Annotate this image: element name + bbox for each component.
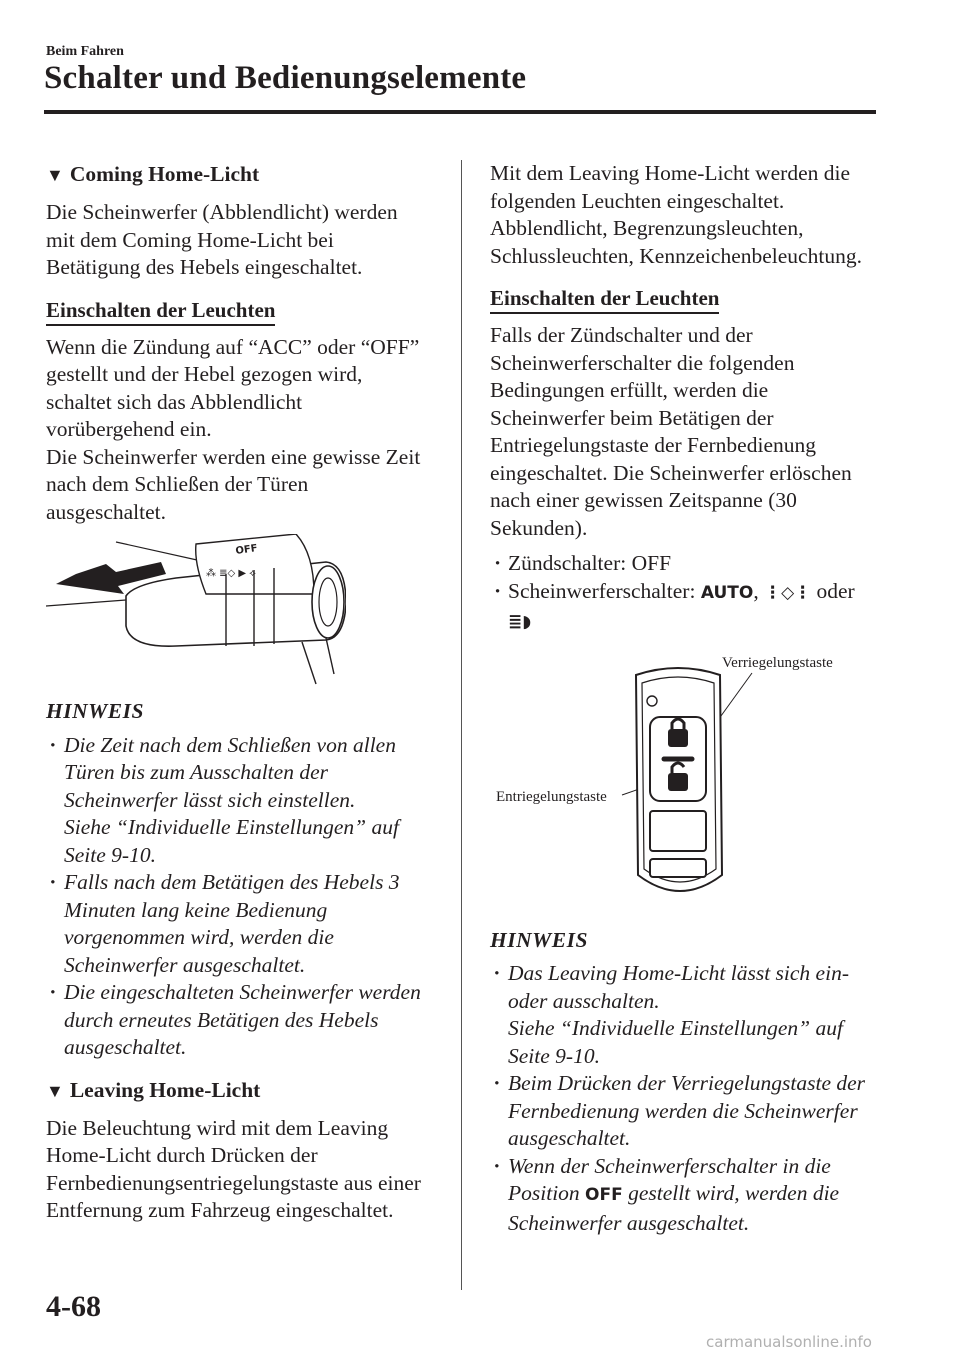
left-column — [46, 160, 431, 1233]
paragraph-doors: Die Scheinwerfer werden eine gewisse Zeit nach dem Schließen der Türen ausgeschaltet. — [46, 444, 421, 524]
title-rule — [44, 110, 876, 114]
note-list — [46, 732, 431, 1062]
heading-coming-home: ▼ Coming Home-Licht — [46, 162, 260, 186]
section-label: Beim Fahren — [46, 44, 124, 59]
note-heading: HINWEIS — [46, 699, 144, 723]
callout-unlock: Entriegelungstaste — [496, 788, 607, 805]
page-number: 4-68 — [46, 1290, 101, 1323]
note-item: · Wenn der Scheinwerferschalter in die Position OFF gestellt wird, werden die Scheinwerfer ausgeschaltet. — [508, 1153, 875, 1238]
auto-symbol: AUTO — [700, 582, 754, 603]
right-column — [490, 160, 875, 1245]
heading-leaving-home: ▼ Leaving Home-Licht — [46, 1077, 261, 1102]
column-divider — [461, 160, 462, 1290]
low-beam-icon: ≣◗ — [508, 612, 532, 632]
note-item: · Das Leaving Home-Licht lässt sich ein- oder ausschalten. Siehe “Individuelle Einstellungen” auf Seite 9-10. — [508, 960, 875, 1070]
note-item: · Die Zeit nach dem Schließen von allen Türen bis zum Ausschalten der Scheinwerfer lässt sich einstellen. Siehe “Individuelle Einstellungen” auf Seite 9-10. — [64, 732, 431, 870]
callout-lock: Verriegelungstaste — [722, 654, 833, 671]
condition-item: · Zündschalter: OFF — [508, 550, 875, 578]
note-item: · Beim Drücken der Verriegelungstaste der Fernbedienung werden die Scheinwerfer ausgeschaltet. — [508, 1070, 875, 1153]
paragraph-light-list: Abblendlicht, Begrenzungsleuchten, Schlussleuchten, Kennzeichenbeleuchtung. — [490, 216, 862, 268]
key-fob-illustration — [490, 645, 875, 915]
condition-list — [490, 550, 875, 637]
paragraph-conditions: Falls der Zündschalter und der Scheinwerferschalter die folgenden Bedingungen erfüllt, werden die Scheinwerfer beim Betätigen der Entriegelungstaste der Fernbedienung eingeschaltet. Die Scheinwerfer erlöschen nach einer gewissen Zeitspanne (30 Sekunden). — [490, 323, 852, 540]
lever-symbols: ⁂ ≣◇ ▶ ⟡ — [206, 568, 256, 579]
off-symbol: OFF — [585, 1185, 623, 1205]
paragraph-lights: Mit dem Leaving Home-Licht werden die folgenden Leuchten eingeschaltet. — [490, 161, 851, 213]
note-item: · Die eingeschalteten Scheinwerfer werden durch erneutes Betätigen des Hebels ausgeschaltet. — [64, 979, 431, 1062]
lever-illustration — [46, 534, 346, 686]
parking-light-icon: ⋮◇⋮ — [764, 582, 812, 603]
paragraph-acc: Wenn die Zündung auf “ACC” oder “OFF” gestellt und der Hebel gezogen wird, schaltet sich das Abblendlicht vorübergehend ein. — [46, 334, 420, 441]
lever-off-label: OFF — [234, 542, 259, 557]
condition-item: · Scheinwerferschalter: AUTO, ⋮◇⋮ oder ≣◗ — [508, 578, 875, 637]
note-heading-right: HINWEIS — [490, 927, 588, 952]
page-title: Schalter und Bedienungselemente — [44, 60, 527, 96]
subheading-einschalten-right: Einschalten der Leuchten — [490, 286, 719, 314]
down-triangle-icon: ▼ — [46, 165, 64, 185]
paragraph-leaving: Die Beleuchtung wird mit dem Leaving Home-Licht durch Drücken der Fernbedienungsentriegelungstaste aus einer Entfernung zum Fahrzeug eingeschaltet. — [46, 1115, 421, 1222]
intro-paragraph: Die Scheinwerfer (Abblendlicht) werden mit dem Coming Home-Licht bei Betätigung des Hebels eingeschaltet. — [46, 200, 398, 279]
note-item: · Falls nach dem Betätigen des Hebels 3 Minuten lang keine Bedienung vorgenommen wird, werden die Scheinwerfer ausgeschaltet. — [64, 869, 431, 979]
note-list-right — [490, 960, 875, 1237]
footer-url: carmanualsonline.info — [706, 1333, 872, 1351]
down-triangle-icon: ▼ — [46, 1080, 64, 1101]
subheading-einschalten: Einschalten der Leuchten — [46, 298, 275, 326]
